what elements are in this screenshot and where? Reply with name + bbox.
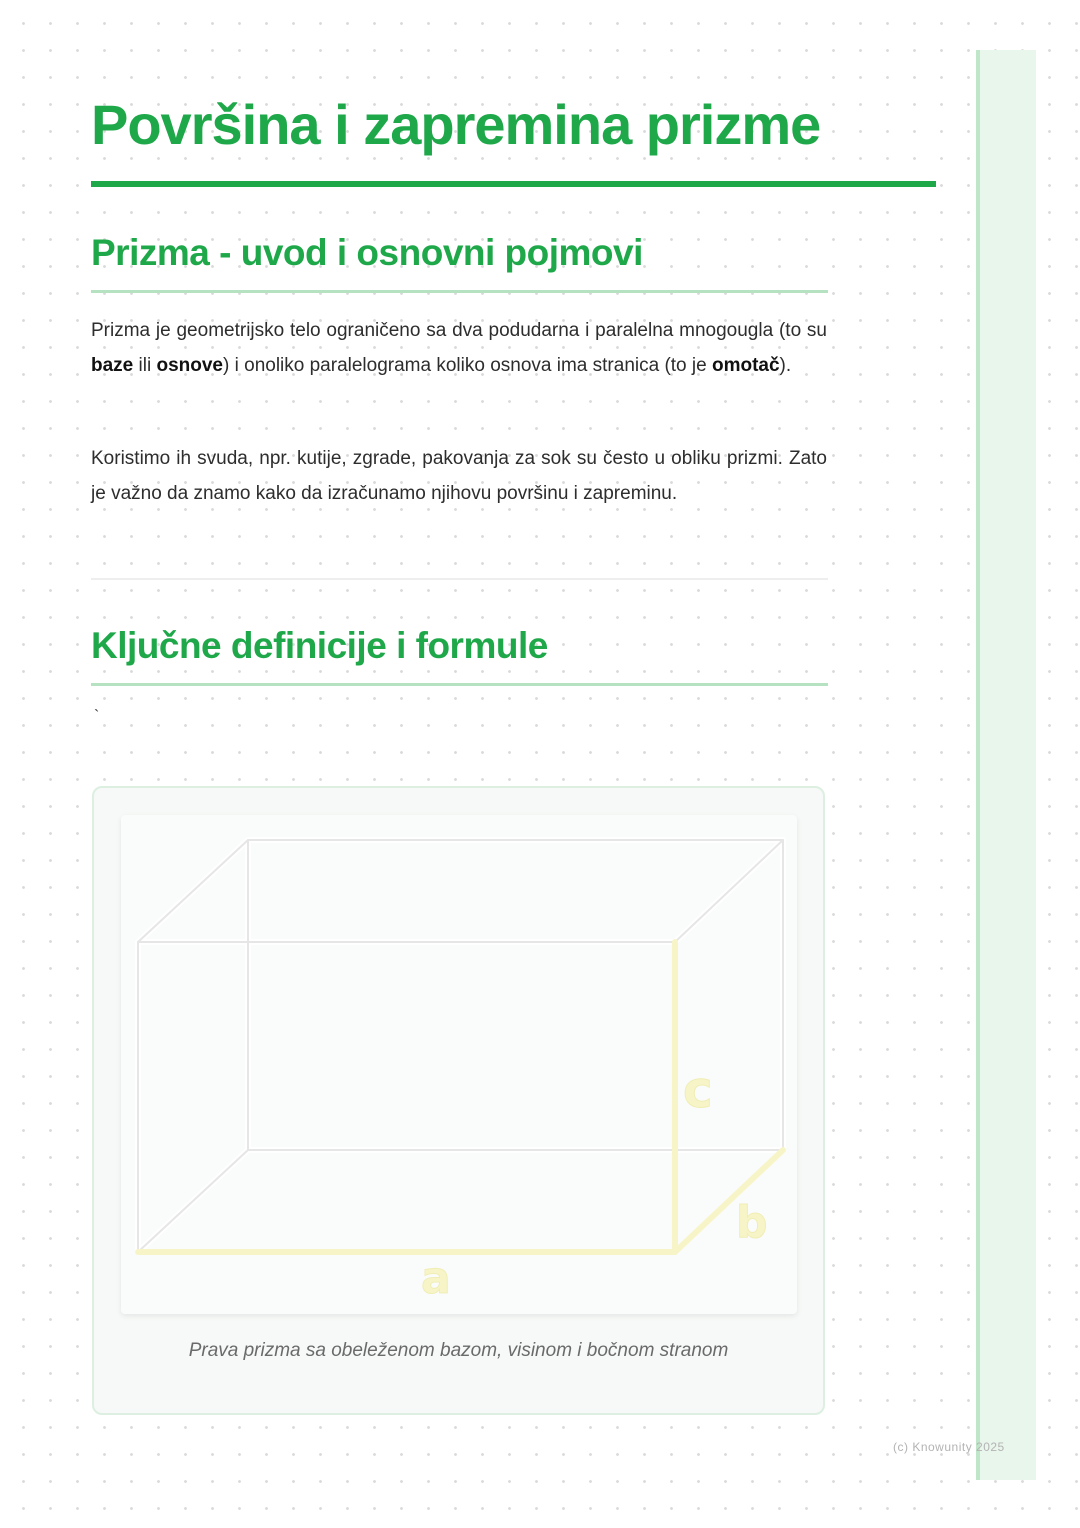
prism-drawing bbox=[121, 815, 797, 1314]
copyright-footer: (c) Knowunity 2025 bbox=[893, 1440, 1005, 1454]
prism-edges-glow bbox=[138, 840, 783, 1252]
section-underline-intro bbox=[91, 290, 828, 293]
term-omotac: omotač bbox=[711, 355, 780, 376]
label-c: c bbox=[683, 1061, 713, 1119]
intro-text-4: ). bbox=[779, 355, 792, 376]
label-b: b bbox=[736, 1197, 768, 1248]
section-divider bbox=[91, 578, 828, 580]
intro-text-1: Prizma je geometrijsko telo ograničeno sa dva podudarna i paralelna mnogougla (to su bbox=[91, 320, 827, 341]
label-a: a bbox=[421, 1253, 451, 1304]
section-heading-intro: Prizma - uvod i osnovni pojmovi bbox=[91, 232, 643, 273]
intro-text-3: ) i onoliko paralelograma koliko osnova ima stranica (to je bbox=[223, 355, 712, 376]
stray-backtick: ` bbox=[94, 708, 100, 725]
figure-caption: Prava prizma sa obeleženom bazom, visinom i bočnom stranom bbox=[188, 1340, 729, 1361]
prism-edges bbox=[138, 840, 783, 1252]
intro-text-2: ili bbox=[133, 355, 157, 376]
usage-paragraph: Koristimo ih svuda, npr. kutije, zgrade, pakovanja za sok su često u obliku prizmi. Zato je važno da znamo kako da izračunamo njihovu površinu i zapreminu. bbox=[91, 448, 827, 504]
section-underline-definitions bbox=[91, 683, 828, 686]
right-margin-bar bbox=[976, 50, 1036, 1480]
title-underline bbox=[91, 181, 936, 187]
intro-paragraph bbox=[91, 313, 827, 383]
page-title: Površina i zapremina prizme bbox=[91, 93, 821, 156]
section-heading-definitions: Ključne definicije i formule bbox=[91, 625, 548, 666]
term-osnove: osnove bbox=[156, 355, 224, 376]
term-baze: baze bbox=[91, 355, 134, 376]
